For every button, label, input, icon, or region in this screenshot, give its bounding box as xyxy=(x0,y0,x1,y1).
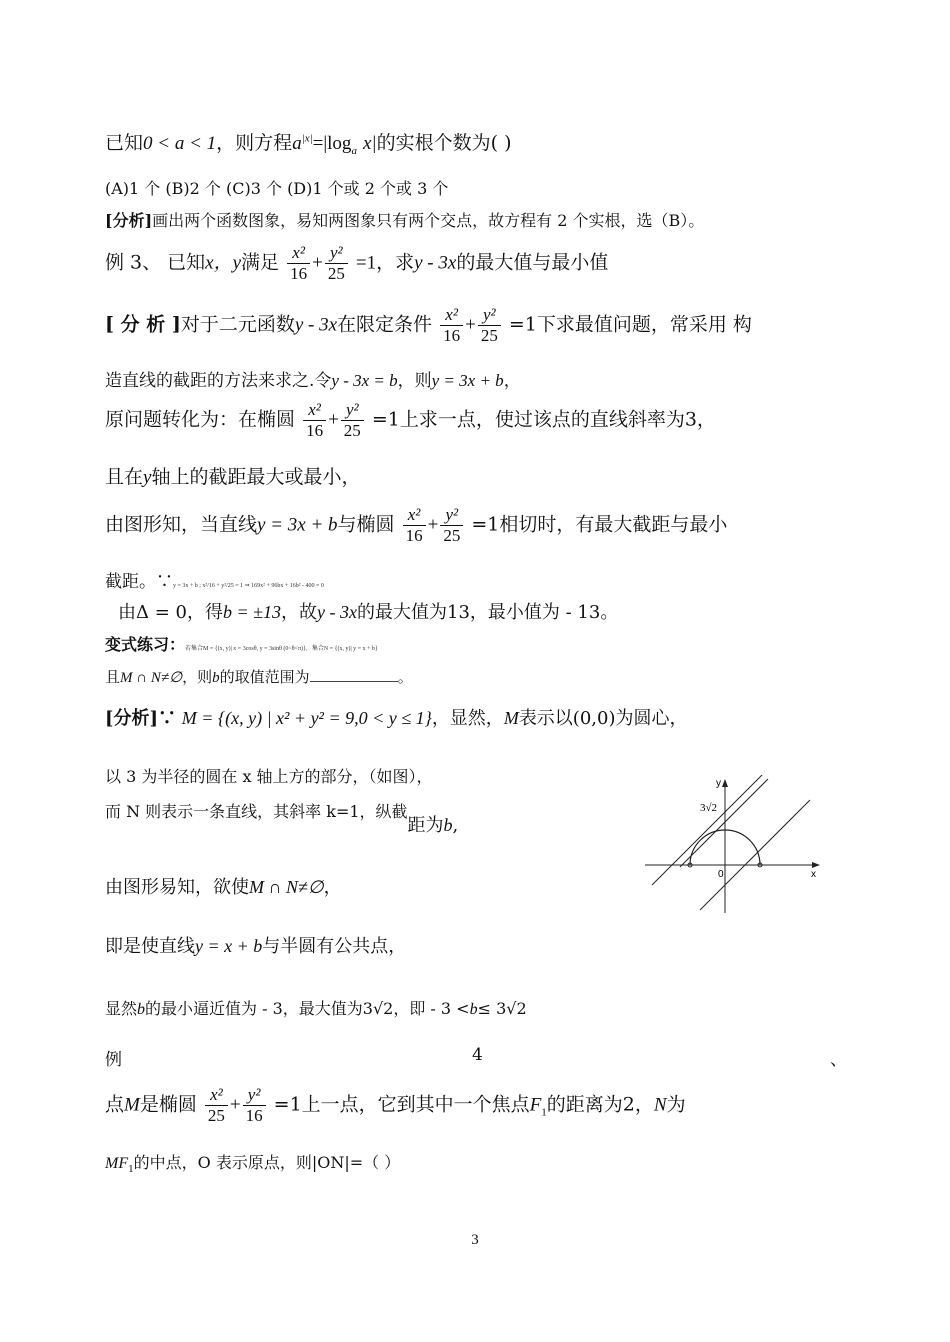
equation-log: =|log xyxy=(312,133,352,154)
fraction: $\frac{\text{x²}}{16}$ xyxy=(403,505,426,546)
origin-label: 0 xyxy=(718,869,724,880)
line-upper xyxy=(680,779,768,867)
transform-line: 原问题转化为：在椭圆 $\frac{\text{x²}}{16}$ + $\frac{\text{y²}}{25}$ =1上求一点，使过该点的直线斜率为3， xyxy=(105,400,716,440)
figure-hint-line: 由图形易知，欲使M ∩ N≠∅， xyxy=(105,877,342,898)
problem-text: 的实根个数为( ) xyxy=(376,132,512,154)
small-equation-system: y = 3x + b ; x²/16 + y²/25 = 1 ⇒ 169x² + 96bx + 16b² - 400 = 0 xyxy=(173,583,324,589)
intercept-line: 且在y轴上的截距最大或最小， xyxy=(105,466,361,488)
line-lower xyxy=(700,800,810,910)
fraction: $\frac{\text{x²}}{16}$ xyxy=(303,400,326,441)
analysis-line xyxy=(105,208,704,231)
system-line: 截距。∵y = 3x + b ; x²/16 + y²/25 = 1 ⇒ 169x² + 96bx + 16b² - 400 = 0 xyxy=(105,572,324,592)
y-axis-arrow xyxy=(722,779,728,787)
fraction: $\frac{\text{y²}}{25}$ xyxy=(478,305,501,346)
problem-text: 已知 xyxy=(105,132,144,154)
variant-line-2: 且M ∩ N≠∅，则b的取值范围为 。 xyxy=(105,668,413,686)
fraction: $\frac{\text{y²}}{16}$ xyxy=(243,1085,266,1126)
radius-line: 以 3 为半径的圆在 x 轴上方的部分，（如图）， xyxy=(105,767,433,786)
result-line: 由Δ = 0，得b = ±13，故y - 3x的最大值为13，最小值为 - 13。 xyxy=(118,602,619,623)
variables: x，y xyxy=(205,252,242,274)
line-middle xyxy=(652,775,770,885)
log-base: a xyxy=(351,144,357,157)
fraction: $\frac{\text{y²}}{25}$ xyxy=(440,505,463,546)
answer-options: (A)1 个 (B)2 个 (C)3 个 (D)1 个或 2 个或 3 个 xyxy=(105,179,449,198)
condition-expr: 0 < a < 1 xyxy=(143,133,217,154)
analysis-label: [分析] xyxy=(105,211,153,230)
y-axis-label: y xyxy=(716,778,721,789)
analysis-text: 画出两个函数图象，易知两图象只有两个交点，故方程有 2 个实根，选（B）。 xyxy=(152,211,705,230)
x-axis-label: x xyxy=(811,869,816,880)
options-line xyxy=(105,176,448,199)
equation-exponent: |x| xyxy=(301,132,313,145)
variant-label: 变式练习： xyxy=(105,635,186,654)
example-4-line: 点M是椭圆 $\frac{\text{x²}}{25}$ + $\frac{\text{y²}}{16}$ =1上一点，它到其中一个焦点$F_1$的距离为2，N为 xyxy=(105,1085,686,1125)
problem-text: ，则方程 xyxy=(216,132,293,154)
equation-base: a xyxy=(292,133,302,154)
example-3-line: 例 3、 已知x，y满足 $\frac{\text{x²}}{16}$ + $\frac{\text{y²}}{25}$ =1，求y - 3x的最大值与最小值 xyxy=(105,243,609,283)
fraction: $\frac{\text{x²}}{16}$ xyxy=(440,305,463,346)
analysis-line: [分析]∵ M = {(x, y) | x² + y² = 9,0 < y ≤ 1}，显然，M表示以(0,0)为圆心， xyxy=(105,708,688,729)
answer-blank[interactable] xyxy=(310,681,398,682)
example-text: 满足 xyxy=(241,251,280,274)
range-line: 显然b的最小逼近值为 - 3，最大值为3√2，即 - 3 <b≤ 3√2 xyxy=(105,999,527,1018)
analysis-line: [ 分 析 ]对于二元函数y - 3x在限定条件 $\frac{\text{x²}}{16}$ + $\frac{\text{y²}}{25}$ =1下求最值问题，常采用 构 xyxy=(105,305,752,345)
method-line: 造直线的截距的方法来求之.令y - 3x = b，则y = 3x + b， xyxy=(105,371,521,391)
equation-tail: x| xyxy=(362,133,377,154)
fraction: $\frac{\text{y²}}{25}$ xyxy=(341,400,364,441)
intercept-mark-label: 3√2 xyxy=(700,802,718,814)
example-4-line-2: $MF_1$的中点，O 表示原点，则|ON|=（ ） xyxy=(105,1153,401,1176)
analysis-label: [ 分 析 ] xyxy=(105,313,181,336)
line-N: 而 N 则表示一条直线，其斜率 k=1，纵截距为b, xyxy=(105,802,459,836)
example-label: 例 3、 已知 xyxy=(105,251,206,274)
target-expr: y - 3x xyxy=(414,252,457,274)
common-point-line: 即是使直线y = x + b与半圆有公共点， xyxy=(105,936,407,957)
variant-line xyxy=(105,632,378,655)
page-number: 3 xyxy=(471,1232,479,1248)
analysis-label: [分析]∵ xyxy=(105,708,177,729)
x-axis-arrow xyxy=(812,862,820,868)
problem-line xyxy=(105,128,512,157)
fraction: $\frac{\text{x²}}{25}$ xyxy=(205,1085,228,1126)
tangent-line: 由图形知，当直线y = 3x + b与椭圆 $\frac{\text{x²}}{16}$ + $\frac{\text{y²}}{25}$ =1相切时，有最大截距与最小 xyxy=(105,505,728,545)
fraction: $\frac{\text{x²}}{16}$ xyxy=(287,243,310,284)
fraction: $\frac{\text{y²}}{25}$ xyxy=(325,243,348,284)
semicircle-figure xyxy=(640,775,825,915)
small-set-definition: 若集合M = {(x, y)| x = 3cosθ, y = 3sinθ (0<θ<π)}，集合N = {(x, y)| y = x + b} xyxy=(185,646,378,652)
